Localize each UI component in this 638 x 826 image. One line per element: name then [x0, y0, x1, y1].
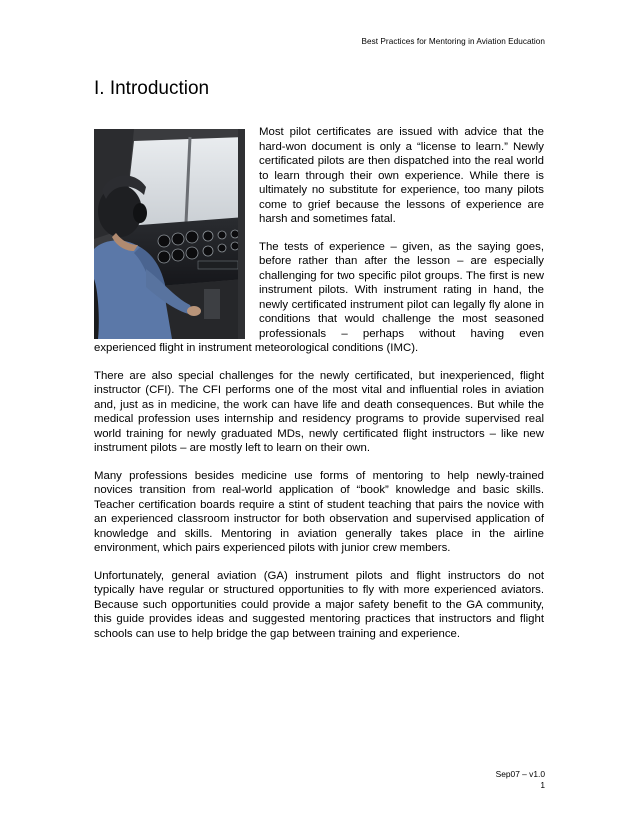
page-footer [496, 769, 545, 790]
paragraph-intro-5: Unfortunately, general aviation (GA) instrument pilots and flight instructors do not typically have regular or structured opportunities to fly with more experienced aviators. Because such opportunities could provide a major safety benefit to the GA community, this guide provides ideas and suggested mentoring practices that instructors and flight schools can use to help bridge the gap between training and experience. [94, 569, 544, 640]
section-title: I. Introduction [94, 78, 210, 99]
version-label: Sep07 – v1.0 [495, 769, 545, 779]
paragraph-intro-3: There are also special challenges for the newly certificated, but inexperienced, flight instructor (CFI). The CFI performs one of the most vital and influential roles in aviation and, just as in medicine, the work can have life and death consequences. But while the medical profession uses internship and residency programs to provide supervised real world training for newly graduated MDs, newly certificated flight instructors – like new instrument pilots – are mostly left to learn on their own. [94, 369, 544, 454]
paragraph-intro-2: The tests of experience – given, as the saying goes, before rather than after the lesson – are especially challenging for two specific pilot groups. The first is new instrument pilots. With instrument rating in hand, the newly certificated instrument pilot can legally fly alone in conditions that would challenge the most seasoned professionals – perhaps without having even experienced flight in instrument meteorological conditions (IMC). [94, 240, 544, 354]
cockpit-photo-illustration [94, 129, 245, 339]
pilot-in-cockpit-photo [94, 129, 245, 339]
running-header: Best Practices for Mentoring in Aviation Education [361, 37, 545, 46]
paragraph-intro-4: Many professions besides medicine use forms of mentoring to help newly-trained novices transition from real-world application of “book” knowledge and basic skills. Teacher certification boards require a stint of student teaching that pairs the novice with an experienced classroom instructor for both observation and supervised application of knowledge and skills. Mentoring in aviation generally takes place in the airline environment, which pairs experienced pilots with junior crew members. [94, 469, 544, 554]
page-number: 1 [540, 779, 545, 790]
paragraph-intro-1: Most pilot certificates are issued with advice that the hard-won document is only a “license to learn.” Newly certificated pilots are then dispatched into the real world to learn through their own experience. While there is ultimately no substitute for experience, too many pilots come to grief because the lessons of experience are harsh and sometimes fatal. [259, 126, 544, 225]
body-content [94, 125, 544, 654]
